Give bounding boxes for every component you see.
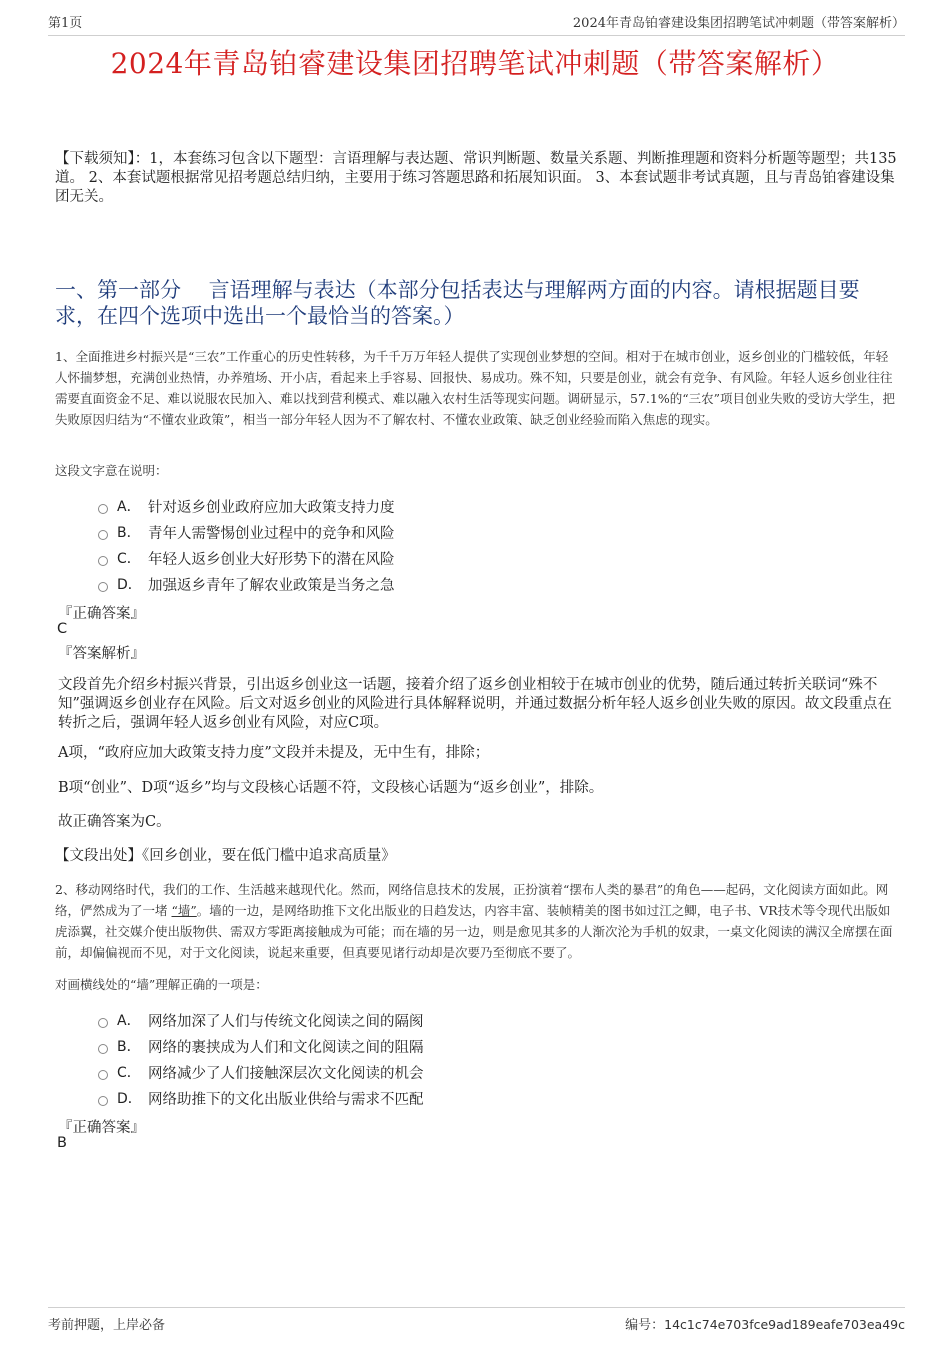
question-2-answer-tag: 『正确答案』 [58,1120,145,1136]
question-2-text: 2、移动网络时代，我们的工作、生活越来越现代化。然而，网络信息技术的发展，正扮演着“摆布人类的暴君”的角色——起码，文化阅读方面如此。网络，俨然成为了一堵 “墙”。墙的一边，是网络助推下文化出版业的日趋发达，内容丰富、装帧精美的图书如过江之鲫，电子书、VR技术等令现代出版如虎添翼，社交媒介使出版物供、需双方零距离接触成为可能；而在墙的另一边，则是愈见其多的人渐次沦为手机的奴隶，一桌文化阅读的满汉全席摆在面前，却偏偏视而不见，对于文化阅读，说起来重要，但真要见诸行动却是次要乃至彻底不要了。 [55,882,893,960]
page-header [48,12,905,36]
question-1-source: 【文段出处】《回乡创业，要在低门槛中追求高质量》 [55,848,396,864]
question-2-stem: 对画横线处的“墙”理解正确的一项是： [55,977,268,992]
question-1-text: 1、全面推进乡村振兴是“三农”工作重心的历史性转移，为千千万万年轻人提供了实现创业梦想的空间。相对于在城市创业，返乡创业的门槛较低，年轻人怀揣梦想，充满创业热情，办养殖场、开小店，看起来上手容易、回报快、易成功。殊不知，只要是创业，就会有竞争、有风险。年轻人返乡创业往往需要直面资金不足、难以说服农民加入、难以找到营利模式、难以融入农村生活等现实问题。调研显示，57.1%的“三农”项目创业失败的受访大学生，把失败原因归结为“不懂农业政策”，相当一部分年轻人因为不了解农村、不懂农业政策、缺乏创业经验而陷入焦虑的现实。 [55,349,895,427]
question-2-option-c[interactable]: C． 网络减少了人们接触深层次文化阅读的机会 [98,1059,598,1085]
radio-icon[interactable] [98,1044,108,1054]
footer-slogan: 考前押题，上岸必备 [48,1318,166,1333]
header-doc-title: 2024年青岛铂睿建设集团招聘笔试冲刺题（带答案解析） [572,16,905,31]
question-1-analysis-para-1: 文段首先介绍乡村振兴背景，引出返乡创业这一话题，接着介绍了返乡创业相较于在城市创业的优势，随后通过转折关联词“殊不知”强调返乡创业存在风险。后文对返乡创业的风险进行具体解释说明，并通过数据分析年轻人返乡创业失败的原因。故文段重点在转折之后，强调年轻人返乡创业有风险，对应C项。 [58,677,892,731]
document-code: 编号：14c1c74e703fce9ad189eafe703ea49c [625,1317,905,1333]
question-2-option-d[interactable]: D． 网络助推下的文化出版业供给与需求不匹配 [98,1085,598,1111]
page-number: 第1页 [48,16,83,31]
question-1-analysis-para-3: B项“创业”、D项“返乡”均与文段核心话题不符，文段核心话题为“返乡创业”，排除。 [58,780,604,796]
question-1-option-b[interactable]: B． 青年人需警惕创业过程中的竞争和风险 [98,519,598,545]
question-1-options [98,493,598,597]
question-2-option-a[interactable]: A． 网络加深了人们与传统文化阅读之间的隔阂 [98,1007,598,1033]
question-1-stem: 这段文字意在说明： [55,463,168,478]
question-2-option-b[interactable]: B． 网络的裹挟成为人们和文化阅读之间的阻隔 [98,1033,598,1059]
radio-icon[interactable] [98,504,108,514]
page-footer [48,1307,905,1333]
question-1-analysis-tag: 『答案解析』 [58,646,145,662]
section-heading: 一、第一部分 言语理解与表达（本部分包括表达与理解两方面的内容。请根据题目要求，在四个选项中选出一个最恰当的答案。） [55,278,860,328]
underlined-word: “墙” [171,903,197,918]
question-1-answer: C [57,621,68,637]
radio-icon[interactable] [98,530,108,540]
question-1-analysis-para-4: 故正确答案为C。 [58,814,171,830]
question-1-answer-tag: 『正确答案』 [58,606,145,622]
question-1-option-d[interactable]: D． 加强返乡青年了解农业政策是当务之急 [98,571,598,597]
page-title: 2024年青岛铂睿建设集团招聘笔试冲刺题（带答案解析） [110,47,840,80]
radio-icon[interactable] [98,582,108,592]
question-1-option-c[interactable]: C． 年轻人返乡创业大好形势下的潜在风险 [98,545,598,571]
radio-icon[interactable] [98,1070,108,1080]
download-notice: 【下载须知】：1，本套练习包含以下题型：言语理解与表达题、常识判断题、数量关系题、判断推理题和资料分析题等题型；共135道。 2、本套试题根据常见招考题总结归纳，主要用于练习答题思路和拓展知识面。 3、本套试题非考试真题，且与青岛铂睿建设集团无关。 [55,151,897,205]
question-1-analysis-para-2: A项，“政府应加大政策支持力度”文段并未提及，无中生有，排除； [58,745,490,761]
question-2-answer: B [57,1135,67,1151]
radio-icon[interactable] [98,1096,108,1106]
radio-icon[interactable] [98,1018,108,1028]
question-1-option-a[interactable]: A． 针对返乡创业政府应加大政策支持力度 [98,493,598,519]
radio-icon[interactable] [98,556,108,566]
question-2-options [98,1007,598,1111]
